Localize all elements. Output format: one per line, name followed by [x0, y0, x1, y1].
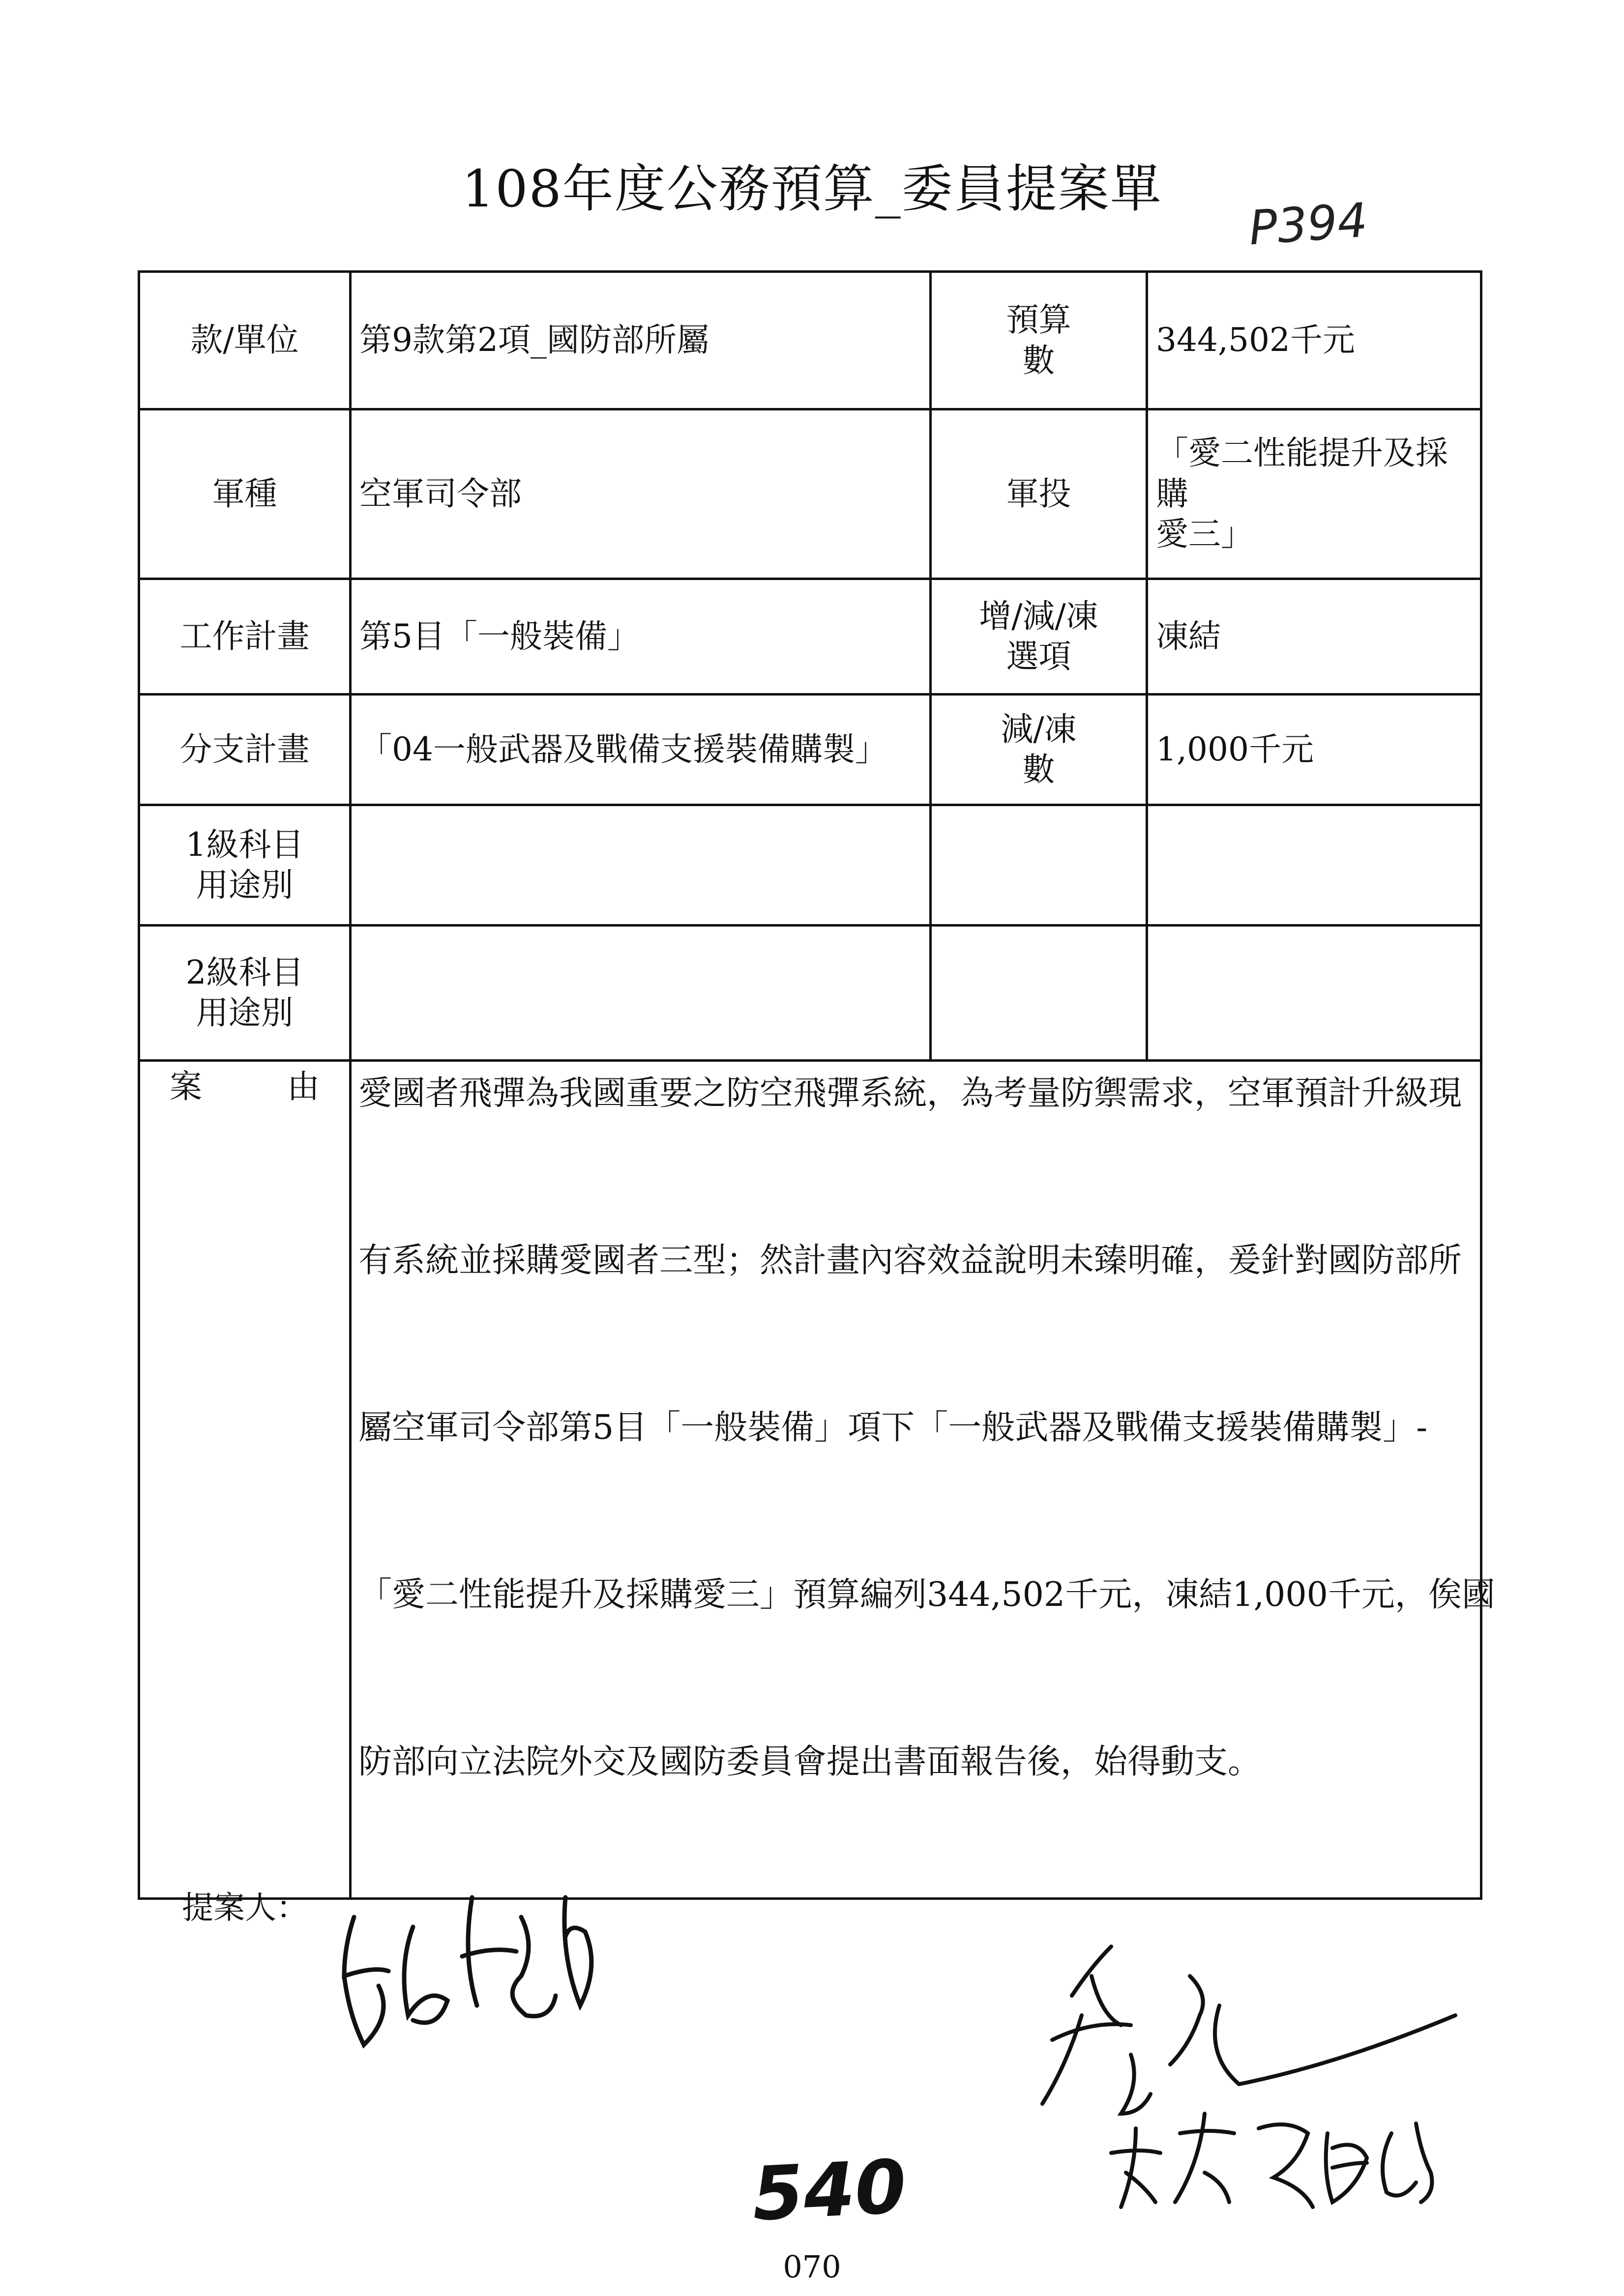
form-row-branch-plan — [139, 695, 1481, 805]
label-work-plan: 工作計畫 — [139, 579, 351, 695]
blank-level2-b — [1147, 926, 1481, 1061]
signature-right-upper — [1042, 1947, 1455, 2114]
reason-text — [351, 1061, 1495, 1899]
label-budget: 預算 數 — [931, 272, 1147, 409]
reason-line: 防部向立法院外交及國防委員會提出書面報告後，始得動支。 — [358, 1743, 1262, 1781]
value-service: 空軍司令部 — [351, 409, 931, 579]
form-row-level1 — [139, 805, 1481, 926]
handwritten-number: 540 — [750, 2144, 909, 2238]
value-option: 凍結 — [1147, 579, 1481, 695]
value-branch-plan: 「04一般武器及戰備支援裝備購製」 — [351, 695, 931, 805]
signature-left — [344, 1897, 591, 2045]
label-option: 增/減/凍 選項 — [931, 579, 1147, 695]
handwritten-page-ref: P394 — [1247, 192, 1369, 256]
label-branch-plan: 分支計畫 — [139, 695, 351, 805]
label-military-investment: 軍投 — [931, 409, 1147, 579]
form-row-reason — [139, 1061, 1481, 1899]
proposal-form-table — [138, 270, 1495, 1900]
form-row-unit — [139, 272, 1481, 409]
reason-line: 有系統並採購愛國者三型；然計畫內容效益說明未臻明確，爰針對國防部所 — [358, 1241, 1462, 1280]
blank-level2-a — [931, 926, 1147, 1061]
reason-line: 「愛二性能提升及採購愛三」預算編列344,502千元，凍結1,000千元，俟國 — [358, 1575, 1495, 1614]
value-level1-subject — [351, 805, 931, 926]
reason-line: 愛國者飛彈為我國重要之防空飛彈系統，為考量防禦需求，空軍預計升級現 — [358, 1074, 1462, 1113]
blank-level1-a — [931, 805, 1147, 926]
label-reduce-freeze-amount: 減/凍 數 — [931, 695, 1147, 805]
page-number: 070 — [783, 2249, 841, 2285]
reason-label-b: 由 — [287, 1068, 320, 1105]
value-reduce-freeze-amount: 1,000千元 — [1147, 695, 1481, 805]
value-military-investment: 「愛二性能提升及採購 愛三」 — [1147, 409, 1481, 579]
document-title: 108年度公務預算_委員提案單 — [462, 159, 1162, 219]
form-row-work-plan — [139, 579, 1481, 695]
value-budget: 344,502千元 — [1147, 272, 1481, 409]
label-level1-subject: 1級科目 用途別 — [139, 805, 351, 926]
form-row-service — [139, 409, 1481, 579]
value-work-plan: 第5目「一般裝備」 — [351, 579, 931, 695]
blank-level1-b — [1147, 805, 1481, 926]
label-reason — [139, 1061, 351, 1899]
value-unit: 第9款第2項_國防部所屬 — [351, 272, 931, 409]
label-service: 軍種 — [139, 409, 351, 579]
signature-right-lower — [1111, 2114, 1432, 2207]
reason-label-a: 案 — [170, 1068, 202, 1105]
label-unit: 款/單位 — [139, 272, 351, 409]
form-row-level2 — [139, 926, 1481, 1061]
value-level2-subject — [351, 926, 931, 1061]
reason-line: 屬空軍司令部第5目「一般裝備」項下「一般武器及戰備支援裝備購製」- — [358, 1408, 1428, 1447]
proposer-label: 提案人： — [182, 1890, 308, 1926]
label-level2-subject: 2級科目 用途別 — [139, 926, 351, 1061]
